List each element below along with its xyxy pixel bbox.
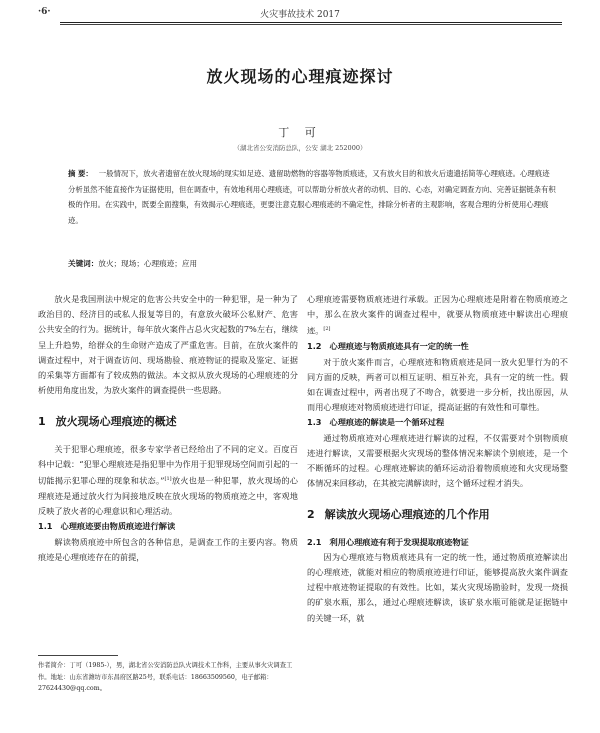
left-column (38, 292, 298, 565)
keywords-label: 关键词： (68, 259, 99, 268)
cont-text: 心理痕迹需要物质痕迹进行承载。正因为心理痕迹是附着在物质痕迹之中，那么在放火案件的调查过程中，就要从物质痕迹中解读出心理痕迹。 (307, 294, 568, 337)
author-affiliation: （湖北省公安消防总队，公安 湖北 252000） (233, 144, 367, 152)
section-1-number: 1 (38, 415, 46, 429)
subsection-1-1-number: 1.1 (38, 521, 53, 532)
subsection-1-1-heading (38, 519, 298, 534)
author-name: 丁 可 (278, 126, 322, 139)
subsection-1-3-number: 1.3 (307, 417, 322, 428)
section-1-heading (38, 414, 298, 429)
subsection-1-2-paragraph: 对于放火案件而言，心理痕迹和物质痕迹是同一放火犯罪行为的不同方面的反映，两者可以相互证明、相互补充，具有一定的统一性。假如在调查过程中，两者出现了不吻合，就要进一步分析，找出原因，从而用心理痕迹对物质痕迹进行印证，提高证据的有效性和可靠性。 (307, 356, 568, 413)
abstract-label: 摘 要： (68, 169, 93, 178)
keywords (68, 258, 556, 269)
s1-text-cont: 放火也是一种犯罪，放火现场的心理痕迹是通过放火行为间接地反映在放火现场的物质痕迹之中，客观地反映了放火者的心理意识和心理活动。 (38, 475, 298, 517)
subsection-1-1-paragraph: 解读物质痕迹中所包含的各种信息，是调查工作的主要内容。物质痕迹是心理痕迹存在的前提， (38, 536, 298, 562)
abstract-text: 一般情况下，放火者遗留在放火现场的现实如足迹、遗留助燃物的容器等物质痕迹，又有放火目的和放火后遗遗括简等心理痕迹。心理痕迹分析虽然不能直接作为证据使用，但在调查中，有效地利用心理痕迹，可以帮助分析放火者的动机、目的、心态，对确定调查方向、完善证据链条有积极的作用。在实践中，既要全面搜集，有效揭示心理痕迹，更要注意克服心理痕迹的不确定性，排除分析者的主观影响，客观合理的分析使用心理痕迹。 (68, 169, 556, 225)
running-header (38, 6, 562, 20)
subsection-2-1-heading (307, 535, 568, 550)
subsection-1-1-title: 心理痕迹要由物质痕迹进行解读 (60, 521, 176, 532)
article-title: 放火现场的心理痕迹探讨 (206, 67, 394, 86)
section-1-title: 放火现场心理痕迹的概述 (55, 415, 177, 429)
footnote-rule (38, 655, 118, 656)
continued-paragraph (307, 292, 568, 339)
subsection-1-2-heading (307, 339, 568, 354)
intro-paragraph: 放火是我国刑法中规定的危害公共安全中的一种犯罪，是一种为了政治目的、经济目的或私人报复等目的，有意放火破坏公私财产、危害公共安全的行为。据统计，每年放火案件占总火灾起数的7%左右，继续呈上升趋势，给群众的生命财产造成了严重危害。目前，在放火案件的调查过程中，对于调查访问、现场勘验、痕迹物证的提取及鉴定、证据的采集等方面都有了较成熟的做法。本文拟从放火现场的心理痕迹的分析使用角度出发，为放火案件的调查提供一些思路。 (38, 294, 298, 396)
keywords-text: 放火；现场；心理痕迹；应用 (98, 259, 198, 268)
page-number: ·6· (38, 7, 51, 17)
subsection-1-2-number: 1.2 (307, 341, 322, 352)
citation-1: [1] (164, 476, 172, 483)
header-rule (60, 22, 562, 23)
citation-2: [2] (323, 326, 331, 333)
section-1-paragraph (38, 442, 298, 520)
subsection-2-1-title: 利用心理痕迹有利于发现提取痕迹物证 (329, 536, 469, 547)
author-footnote: 作者简介：丁可（1985-），男，湖北省公安消防总队火调技术工作科，主要从事火灾调查工作。地址：山东省潍坊市东昌府区路25号，联系电话：18663509560，电子邮箱：27624430@qq.com。 (38, 662, 293, 692)
subsection-1-3-paragraph: 通过物质痕迹对心理痕迹进行解读的过程，不仅需要对个别物质痕迹进行解读，又需要根据火灾现场的整体情况来解读个别痕迹，是一个不断循环的过程。心理痕迹解读的循环运动沿着物质痕迹和火灾现场整体情况来回移动，在其被完满解读时，这个循环过程才消失。 (307, 432, 568, 489)
abstract (68, 166, 556, 228)
journal-name: 火灾事故技术 2017 (260, 10, 340, 20)
section-2-heading (307, 507, 568, 522)
header-rule-2 (60, 24, 562, 25)
s1-text: 关于犯罪心理痕迹，很多专家学者已经给出了不同的定义。百度百科中记载：“犯罪心理痕迹是指犯罪中为作用于犯罪现场空间而引起的一切能揭示犯罪心理的现象和状态。” (38, 443, 298, 486)
section-2-title: 解读放火现场心理痕迹的几个作用 (324, 508, 490, 522)
subsection-1-3-title: 心理痕迹的解读是一个循环过程 (329, 417, 445, 428)
subsection-2-1-number: 2.1 (307, 536, 322, 547)
subsection-1-3-heading (307, 415, 568, 430)
section-2-number: 2 (307, 508, 315, 522)
subsection-1-2-title: 心理痕迹与物质痕迹具有一定的统一性 (329, 341, 469, 352)
right-column (307, 292, 568, 626)
subsection-2-1-paragraph: 因为心理痕迹与物质痕迹具有一定的统一性，通过物质痕迹解读出的心理痕迹，就能对相应的物质痕迹进行印证，能够提高放火案件调查过程中痕迹物证提取的有效性。比如，某火灾现场勘验时，发现一烧损的矿泉水瓶，那么，通过心理痕迹解读，该矿泉水瓶可能就是证据链中的关键一环，就 (307, 551, 568, 623)
